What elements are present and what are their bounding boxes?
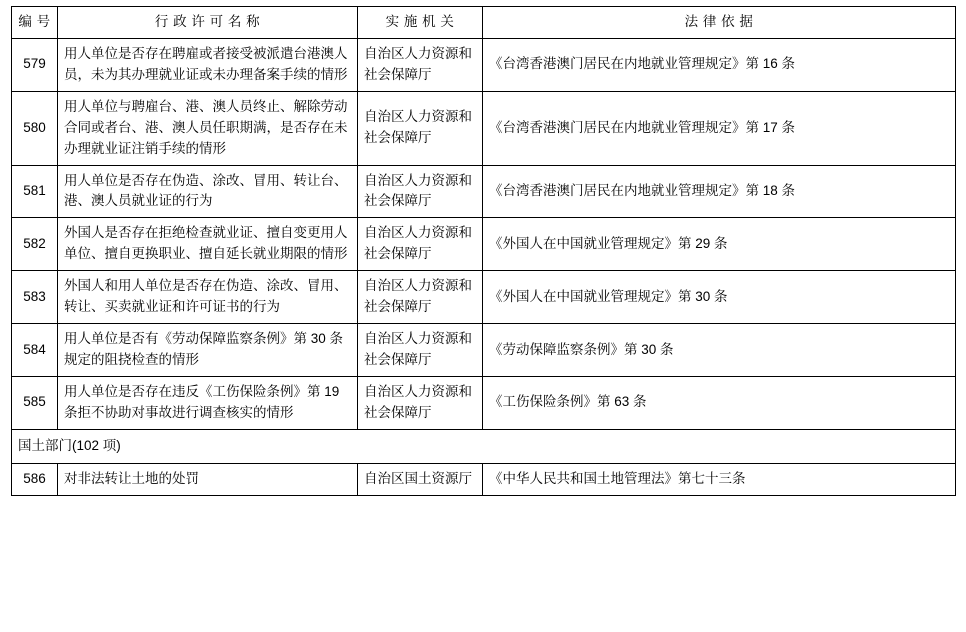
table-row: [12, 218, 956, 271]
cell-name: 用人单位是否存在违反《工伤保险条例》第 19 条拒不协助对事故进行调查核实的情形: [58, 376, 358, 429]
cell-organ: 自治区人力资源和社会保障厅: [358, 218, 483, 271]
table-header-row: [12, 7, 956, 39]
cell-organ: 自治区人力资源和社会保障厅: [358, 271, 483, 324]
permit-items-table: [11, 6, 956, 496]
cell-name: 用人单位是否存在伪造、涂改、冒用、转让台、港、澳人员就业证的行为: [58, 165, 358, 218]
cell-law: 《工伤保险条例》第 63 条: [483, 376, 956, 429]
cell-law: 《台湾香港澳门居民在内地就业管理规定》第 17 条: [483, 91, 956, 165]
column-header-law: 法 律 依 据: [483, 7, 956, 39]
cell-organ: 自治区人力资源和社会保障厅: [358, 38, 483, 91]
column-header-organ: 实 施 机 关: [358, 7, 483, 39]
cell-organ: 自治区人力资源和社会保障厅: [358, 376, 483, 429]
column-header-number: 编 号: [12, 7, 58, 39]
table-row: [12, 271, 956, 324]
cell-number: 582: [12, 218, 58, 271]
cell-name: 外国人和用人单位是否存在伪造、涂改、冒用、转让、买卖就业证和许可证书的行为: [58, 271, 358, 324]
table-header: [12, 7, 956, 39]
table-row: [12, 165, 956, 218]
section-title: 国土部门(102 项): [12, 429, 956, 463]
cell-name: 用人单位是否有《劳动保障监察条例》第 30 条规定的阻挠检查的情形: [58, 324, 358, 377]
cell-law: 《中华人民共和国土地管理法》第七十三条: [483, 463, 956, 495]
cell-name: 外国人是否存在拒绝检查就业证、擅自变更用人单位、擅自更换职业、擅自延长就业期限的情形: [58, 218, 358, 271]
cell-law: 《外国人在中国就业管理规定》第 29 条: [483, 218, 956, 271]
table-row: [12, 324, 956, 377]
cell-number: 585: [12, 376, 58, 429]
cell-number: 586: [12, 463, 58, 495]
table-row: [12, 38, 956, 91]
cell-name: 对非法转让土地的处罚: [58, 463, 358, 495]
cell-organ: 自治区国土资源厅: [358, 463, 483, 495]
cell-number: 584: [12, 324, 58, 377]
cell-organ: 自治区人力资源和社会保障厅: [358, 324, 483, 377]
cell-law: 《劳动保障监察条例》第 30 条: [483, 324, 956, 377]
cell-number: 580: [12, 91, 58, 165]
cell-organ: 自治区人力资源和社会保障厅: [358, 165, 483, 218]
cell-law: 《台湾香港澳门居民在内地就业管理规定》第 16 条: [483, 38, 956, 91]
cell-organ: 自治区人力资源和社会保障厅: [358, 91, 483, 165]
table-row: [12, 376, 956, 429]
cell-number: 581: [12, 165, 58, 218]
cell-law: 《台湾香港澳门居民在内地就业管理规定》第 18 条: [483, 165, 956, 218]
cell-number: 579: [12, 38, 58, 91]
column-header-name: 行 政 许 可 名 称: [58, 7, 358, 39]
table-row: [12, 91, 956, 165]
table-row: [12, 463, 956, 495]
cell-law: 《外国人在中国就业管理规定》第 30 条: [483, 271, 956, 324]
cell-number: 583: [12, 271, 58, 324]
cell-name: 用人单位是否存在聘雇或者接受被派遣台港澳人员，未为其办理就业证或未办理备案手续的情形: [58, 38, 358, 91]
table-body: [12, 38, 956, 495]
table-section-row: [12, 429, 956, 463]
cell-name: 用人单位与聘雇台、港、澳人员终止、解除劳动合同或者台、港、澳人员任职期满，是否存在未办理就业证注销手续的情形: [58, 91, 358, 165]
